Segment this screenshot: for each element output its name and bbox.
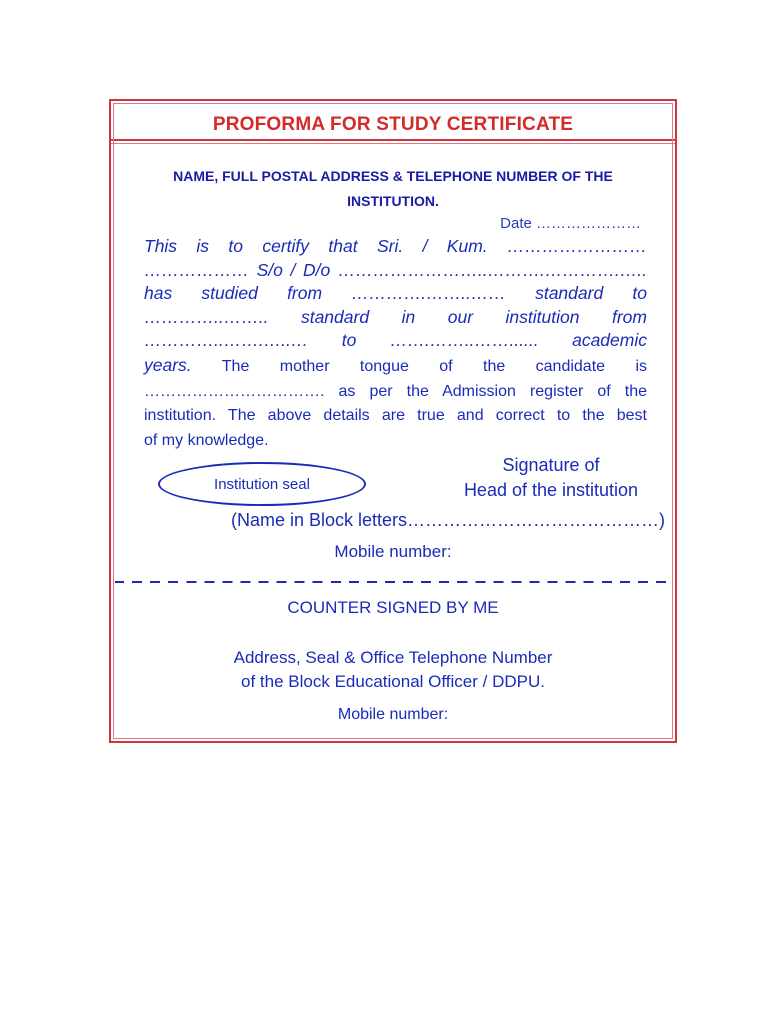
institution-heading-line-1: NAME, FULL POSTAL ADDRESS & TELEPHONE NUMBER OF THE [173, 168, 613, 184]
signature-block [441, 453, 661, 503]
institution-mobile-number: Mobile number: [334, 542, 452, 561]
institution-heading [151, 164, 635, 214]
body-line-6-italic: years. [144, 355, 192, 375]
body-line-9: of my knowledge. [144, 431, 269, 449]
address-line-2: of the Block Educational Officer / DDPU. [241, 672, 545, 691]
study-certificate-form [109, 99, 677, 743]
body-line-5: …………..…….…..… to …….……..……...... academic [144, 330, 647, 351]
body-line-6-normal: The mother tongue of the candidate is [191, 358, 647, 375]
signature-line-1: Signature of [502, 455, 600, 475]
body-line-3: has studied from ………….……..…… standard to [144, 283, 647, 304]
certificate-title: PROFORMA FOR STUDY CERTIFICATE [212, 114, 574, 135]
body-line-7: ……………………………. as per the Admission register of the [144, 382, 647, 400]
body-line-4: …………..…….. standard in our institution from [144, 306, 647, 327]
body-line-6 [144, 353, 647, 380]
certificate-body-normal [144, 353, 647, 453]
counter-signed-heading: COUNTER SIGNED BY ME [287, 598, 499, 617]
signature-line-2: Head of the institution [463, 480, 639, 500]
beo-mobile-number: Mobile number: [337, 706, 449, 723]
institution-heading-line-2: INSTITUTION. [347, 193, 439, 209]
seal-label: Institution seal [214, 475, 310, 493]
dashed-divider [115, 581, 671, 583]
body-line-8: institution. The above details are true and correct to the best [144, 407, 647, 424]
certificate-body-italic [144, 235, 647, 353]
block-letters-name-field: (Name in Block letters……………………………………) [231, 510, 666, 530]
address-line-1: Address, Seal & Office Telephone Number [233, 648, 553, 667]
date-field: Date ………………… [500, 215, 641, 232]
institution-seal-oval [158, 462, 366, 506]
title-bar [111, 101, 675, 141]
beo-address-block [111, 646, 675, 694]
body-line-2: ……………… S/o / D/o ……………………..……….………….….. [144, 259, 647, 280]
body-line-1: This is to certify that Sri. / Kum. …………………… [144, 236, 647, 256]
